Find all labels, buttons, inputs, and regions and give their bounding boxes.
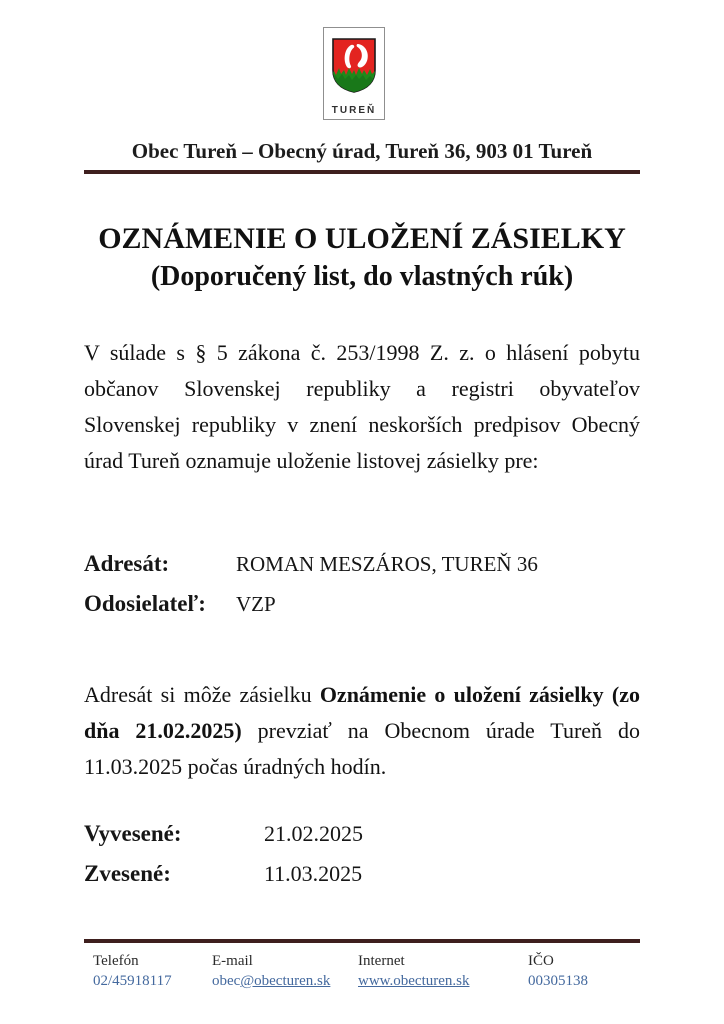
posted-row xyxy=(84,815,640,855)
footer-email-column xyxy=(212,951,358,991)
document-title xyxy=(40,219,684,295)
municipal-coat-of-arms xyxy=(323,27,385,120)
removed-row xyxy=(84,855,640,895)
sender-value: VZP xyxy=(236,592,276,616)
coat-of-arms-caption: TUREŇ xyxy=(331,105,377,116)
ico-value: 00305138 xyxy=(528,973,588,989)
footer-ico-column xyxy=(528,951,640,991)
email-link[interactable]: @obecturen.sk xyxy=(240,973,331,989)
footer-internet-column xyxy=(358,951,528,991)
removed-label: Zvesené: xyxy=(84,861,171,886)
recipient-label: Adresát: xyxy=(84,551,170,576)
header-divider-rule xyxy=(84,170,640,174)
legal-intro-paragraph: V súlade s § 5 zákona č. 253/1998 Z. z. o hlásení pobytu občanov Slovenskej republiky a registri obyvateľov Slovenskej republiky v znení neskorších predpisov Obecný úrad Tureň oznamuje uloženie listovej zásielky pre: xyxy=(84,340,640,473)
posted-date: 21.02.2025 xyxy=(264,821,363,846)
sender-row xyxy=(84,585,640,625)
posted-label: Vyvesené: xyxy=(84,821,182,846)
ico-label: IČO xyxy=(528,953,554,969)
document-title-line1: OZNÁMENIE O ULOŽENÍ ZÁSIELKY xyxy=(98,222,626,255)
website-link[interactable]: www.obecturen.sk xyxy=(358,973,470,989)
addressee-block xyxy=(84,545,640,625)
pickup-text-before: Adresát si môže zásielku xyxy=(84,682,320,707)
footer-divider-rule xyxy=(84,939,640,943)
pickup-text-bold: Oznámenie o uložení zásielky (zo dňa 21.02.2025) xyxy=(84,682,640,743)
turen-shield-icon xyxy=(331,37,377,99)
footer-contact-row xyxy=(84,951,640,991)
email-prefix: obec xyxy=(212,973,241,989)
footer-phone-column xyxy=(93,951,212,991)
phone-value: 02/45918117 xyxy=(93,973,172,989)
document-title-line2: (Doporučený list, do vlastných rúk) xyxy=(150,261,574,292)
phone-label: Telefón xyxy=(93,953,139,969)
email-label: E-mail xyxy=(212,953,253,969)
municipality-header-line: Obec Tureň – Obecný úrad, Tureň 36, 903 01 Tureň xyxy=(131,139,593,163)
email-value xyxy=(212,971,358,991)
posting-dates-block xyxy=(84,815,640,895)
pickup-text-after: prevziať na Obecnom úrade Tureň do 11.03.2025 počas úradných hodín. xyxy=(84,718,640,779)
recipient-value: ROMAN MESZÁROS, TUREŇ 36 xyxy=(236,552,538,576)
sender-label: Odosielateľ: xyxy=(84,591,206,616)
recipient-row xyxy=(84,545,640,585)
internet-label: Internet xyxy=(358,953,405,969)
pickup-instructions-paragraph xyxy=(84,677,640,785)
removed-date: 11.03.2025 xyxy=(264,861,363,886)
